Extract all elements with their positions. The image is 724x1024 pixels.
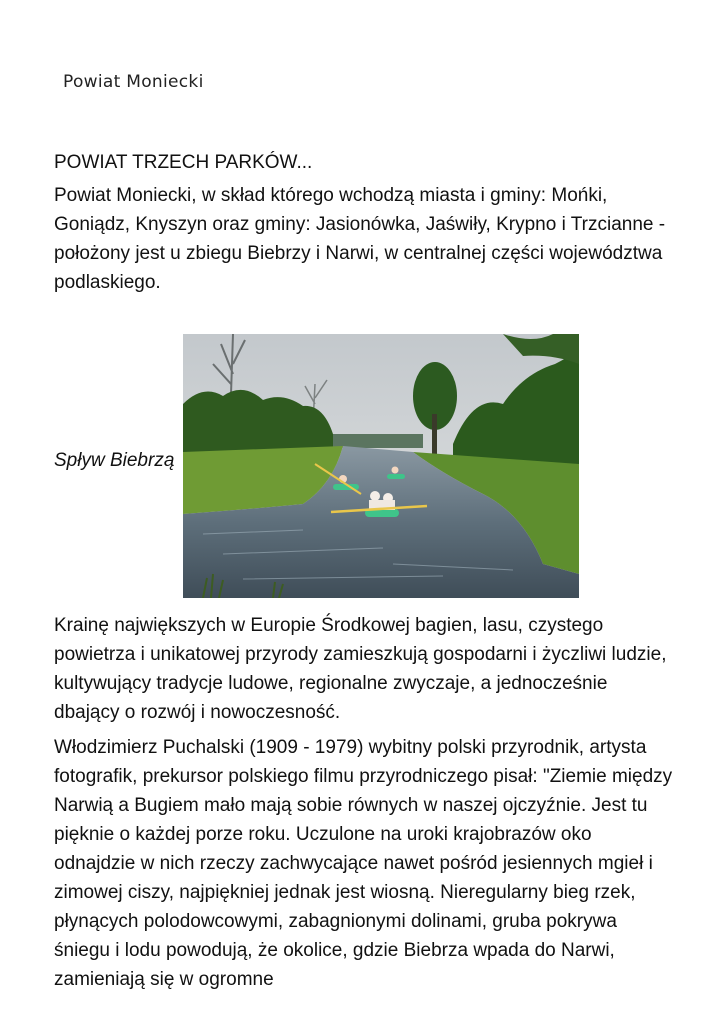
document-body (54, 148, 674, 994)
figure-caption: Spływ Biebrzą (54, 450, 175, 471)
kayak-river-photo (183, 334, 579, 598)
lower-text (54, 611, 674, 994)
figure (54, 334, 674, 600)
paragraph: Krainę największych w Europie Środkowej bagien, lasu, czystego powietrza i unikatowej przyrody zamieszkują gospodarni i życzliwi ludzie, kultywujący tradycje ludowe, regionalne zwyczaje, a jednocześnie dbający o rozwój i nowoczesność. (54, 615, 667, 723)
paragraph: Włodzimierz Puchalski (1909 - 1979) wybitny polski przyrodnik, artysta fotografik, prekursor polskiego filmu przyrodniczego pisał: "Ziemie między Narwią a Bugiem mało mają sobie równych w naszej ojczyźnie. Jest tu pięknie o każdej porze roku. Uczulone na uroki krajobrazów oko odnajdzie w nich rzeczy zachwycające nawet pośród jesiennych mgieł i zimowej ciszy, najpiękniej jednak jest wiosną. Nieregularny bieg rzek, płynących polodowcowymi, zabagnionymi dolinami, gruba pokrywa śniegu i lodu powodują, że okolice, gdzie Biebrza wpada do Narwi, zamieniają się w ogromne (54, 737, 673, 990)
intro-paragraph: Powiat Moniecki, w skład którego wchodzą miasta i gminy: Mońki, Goniądz, Knyszyn oraz gminy: Jasionówka, Jaświły, Krypno i Trzcianne - położony jest u zbiegu Biebrzy i Narwi, w centralnej części województwa podlaskiego. (54, 185, 666, 293)
page-header-title: Powiat Moniecki (63, 72, 204, 92)
section-heading: POWIAT TRZECH PARKÓW... (54, 152, 313, 173)
